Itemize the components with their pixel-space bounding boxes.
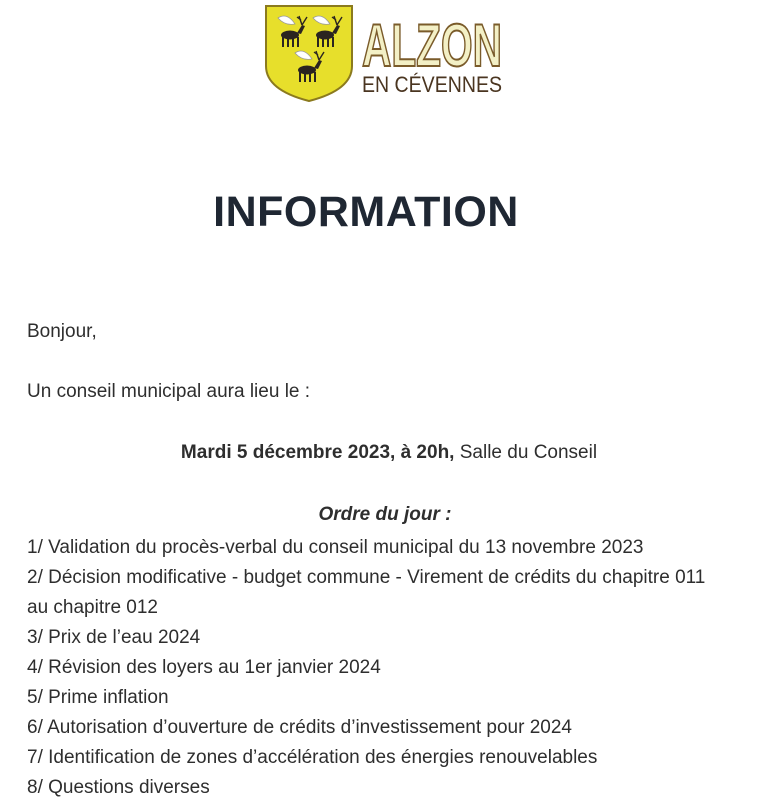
- agenda-item: 2/ Décision modificative - budget commune - Virement de crédits du chapitre 011 au chapitre 012: [27, 567, 706, 618]
- agenda-item: 8/ Questions diverses: [27, 777, 210, 798]
- agenda-list: [27, 533, 717, 803]
- meeting-date: Mardi 5 décembre 2023, à 20h,: [180, 442, 455, 463]
- logo-wordmark-main: ALZON: [362, 12, 502, 79]
- agenda-item: 5/ Prime inflation: [27, 687, 169, 708]
- agenda-item: 7/ Identification de zones d’accélération des énergies renouvelables: [27, 747, 598, 768]
- meeting-place: Salle du Conseil: [459, 442, 598, 463]
- alzon-logo: [263, 4, 508, 104]
- agenda-item: 6/ Autorisation d’ouverture de crédits d’investissement pour 2024: [27, 717, 572, 738]
- agenda-item: 4/ Révision des loyers au 1er janvier 2024: [27, 657, 381, 678]
- intro-text: Un conseil municipal aura lieu le :: [27, 381, 311, 402]
- coat-of-arms-shield: [266, 6, 352, 101]
- page-title: INFORMATION: [213, 188, 519, 236]
- logo-wordmark-sub: EN CÉVENNES: [362, 72, 502, 97]
- agenda-title: Ordre du jour :: [318, 504, 452, 525]
- agenda-item: 3/ Prix de l’eau 2024: [27, 627, 201, 648]
- greeting-text: Bonjour,: [27, 321, 97, 342]
- agenda-item: 1/ Validation du procès-verbal du conseil municipal du 13 novembre 2023: [27, 537, 644, 558]
- meeting-info: [0, 442, 778, 464]
